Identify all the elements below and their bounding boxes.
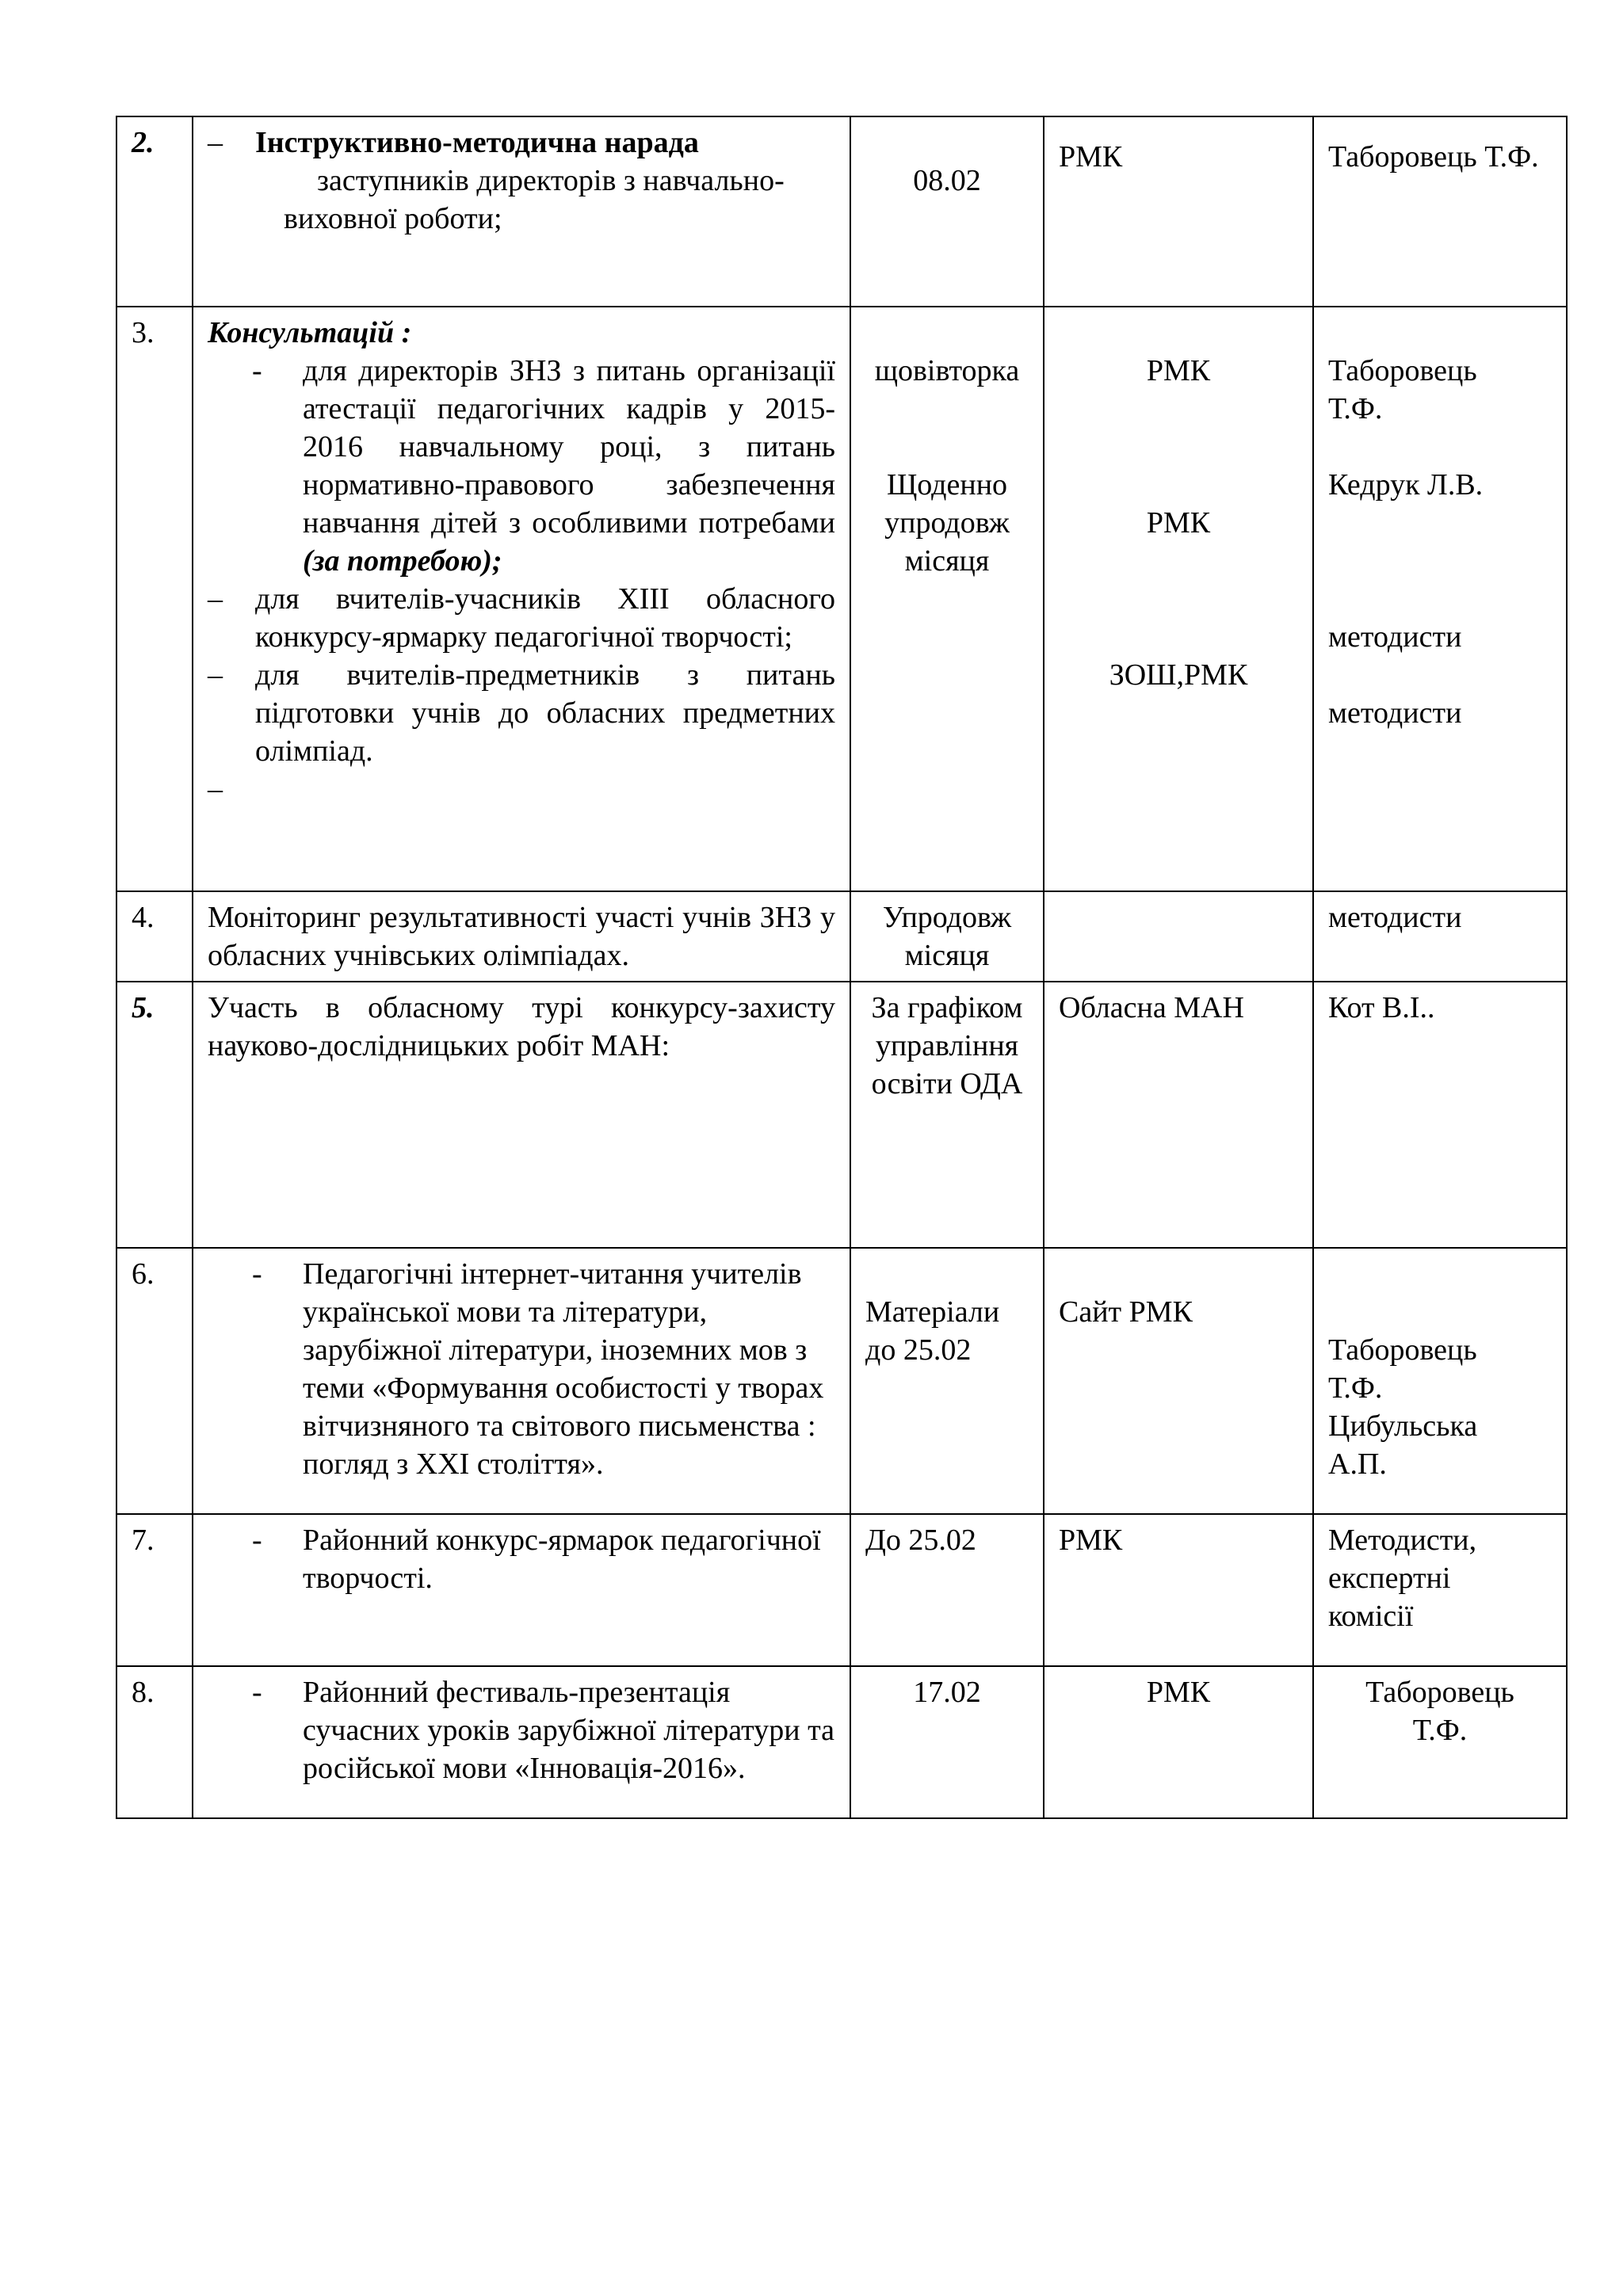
place-cell: РМК [1044,1514,1313,1666]
row-number: 7. [116,1514,193,1666]
term-value: Щоденно упродовж місяця [884,468,1010,578]
responsible-value: Методисти, експертні комісії [1328,1524,1477,1633]
event-cell [193,1666,850,1818]
event-cell [193,307,850,891]
hyphen-marker: - [252,1676,262,1709]
events-plan-table [116,116,1568,1819]
dash-marker: – [208,772,223,806]
list-item [208,352,835,580]
table-row [116,982,1567,1248]
place-cell [1044,116,1313,307]
term-cell: 17.02 [850,1666,1044,1818]
responsible-cell [1313,116,1567,307]
list-item [208,656,835,770]
table-row [116,116,1567,307]
term-cell: За графіком управління освіти ОДА [850,982,1044,1248]
table-row [116,891,1567,982]
hyphen-marker: - [252,1257,262,1291]
term-cell [850,307,1044,891]
term-value: щовівторка [874,354,1020,387]
event-title: Консультацій : [208,316,412,349]
list-item [208,580,835,656]
list-item-text: для вчителів-предметників з питань підготовки учнів до обласних предметних олімпіад. [255,658,835,768]
row-number: 6. [116,1248,193,1514]
event-cell [193,1514,850,1666]
event-text-line: заступників директорів з навчально- [317,164,785,197]
term-cell: Упродовж місяця [850,891,1044,982]
term-cell [850,1248,1044,1514]
term-value: 08.02 [913,164,981,197]
place-value: РМК [1146,354,1211,387]
list-item [208,1673,835,1787]
place-value: РМК [1146,506,1211,540]
place-value: ЗОШ,РМК [1109,658,1248,692]
responsible-cell [1313,1666,1567,1818]
place-cell: РМК [1044,1666,1313,1818]
place-cell: Обласна МАН [1044,982,1313,1248]
table-row [116,1514,1567,1666]
list-item [208,1255,835,1483]
responsible-value: Таборовець Т.Ф. [1365,1676,1514,1747]
event-cell [193,116,850,307]
responsible-value: Таборовець Т.Ф. [1328,1333,1477,1405]
dash-marker: – [208,126,223,159]
hyphen-marker: - [252,1524,262,1557]
responsible-value: Таборовець Т.Ф. [1328,354,1477,425]
list-item-text: Педагогічні інтернет-читання учителів української мови та літератури, зарубіжної літератури, іноземних мов з теми «Формування особистості у творах вітчизняного та світового письменства : погляд з XXI століття». [303,1257,824,1481]
row-number: 8. [116,1666,193,1818]
term-cell: До 25.02 [850,1514,1044,1666]
list-item [208,124,835,162]
responsible-value: Цибульська А.П. [1328,1409,1478,1481]
responsible-cell [1313,1248,1567,1514]
list-item-text: Районний фестиваль-презентація сучасних уроків зарубіжної літератури та російської мови «Інновація-2016». [303,1676,835,1785]
list-item [208,1521,835,1597]
responsible-value: Таборовець Т.Ф. [1328,140,1539,174]
list-item-text: Районний конкурс-ярмарок педагогічної творчості. [303,1524,821,1595]
responsible-cell [1313,307,1567,891]
row-number: 2. [116,116,193,307]
consultation-text: для директорів ЗНЗ з питань організації атестації педагогічних кадрів у 2015-2016 навчальному році, з питань нормативно-правового забезпечення навчання дітей з особливими потребами [303,354,835,540]
dash-marker: – [208,658,223,692]
hyphen-marker: - [252,354,262,387]
event-text-line: виховної роботи; [284,202,502,235]
responsible-cell: методисти [1313,891,1567,982]
place-value: Сайт РМК [1059,1295,1193,1329]
dash-marker: – [208,582,223,616]
term-value: Матеріали до 25.02 [865,1295,1000,1367]
row-number: 3. [116,307,193,891]
event-title: Інструктивно-методична нарада [255,126,699,159]
term-cell [850,116,1044,307]
place-cell [1044,1248,1313,1514]
responsible-cell [1313,1514,1567,1666]
event-cell: Участь в обласному турі конкурсу-захисту науково-дослідницьких робіт МАН: [193,982,850,1248]
place-value: РМК [1059,140,1123,174]
table-row [116,307,1567,891]
list-item [208,770,835,808]
list-item-text: для вчителів-учасників XIII обласного конкурсу-ярмарку педагогічної творчості; [255,582,835,654]
responsible-value: Кедрук Л.В. [1328,468,1484,502]
responsible-value: методисти [1328,620,1462,654]
place-cell [1044,307,1313,891]
table-row [116,1666,1567,1818]
responsible-cell: Кот В.І.. [1313,982,1567,1248]
table-row [116,1248,1567,1514]
event-cell: Моніторинг результативності участі учнів ЗНЗ у обласних учнівських олімпіадах. [193,891,850,982]
responsible-value: методисти [1328,696,1462,730]
list-item-text [303,352,835,580]
row-number: 5. [116,982,193,1248]
place-cell [1044,891,1313,982]
event-cell [193,1248,850,1514]
row-number: 4. [116,891,193,982]
consultation-note: (за потребою); [303,544,502,578]
